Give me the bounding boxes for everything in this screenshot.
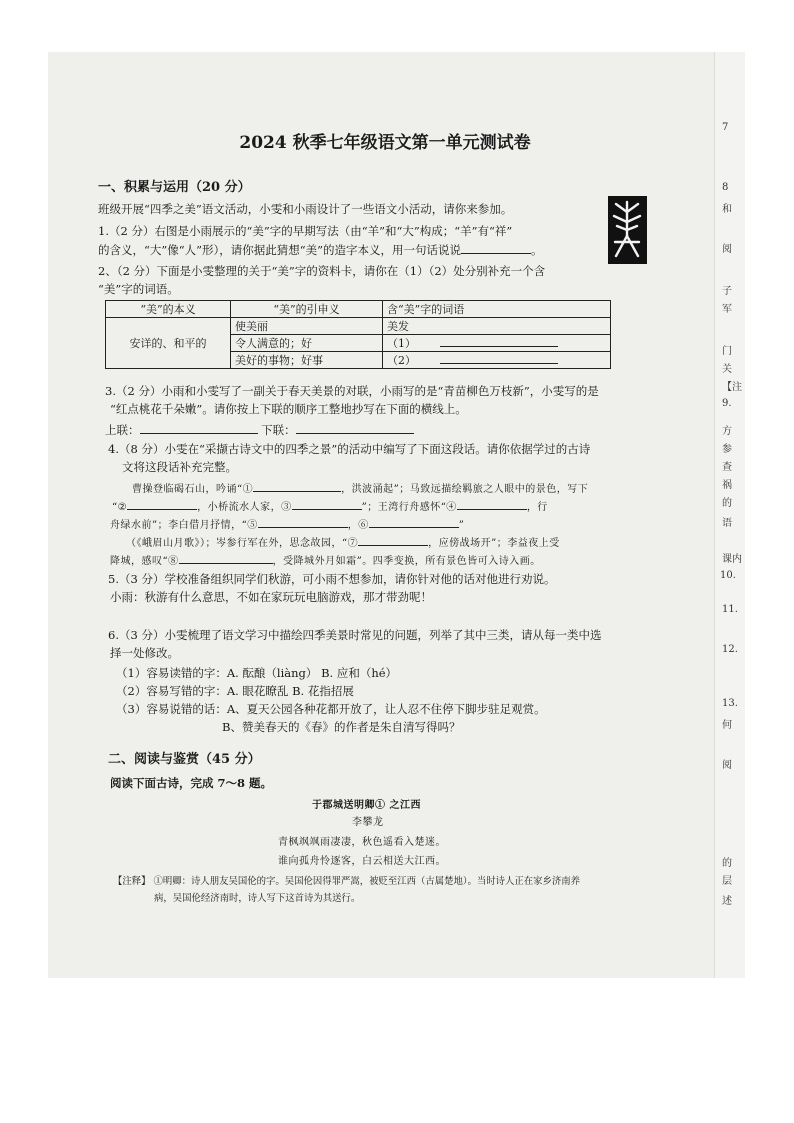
passage-text: ，洪波涌起”；马致远描绘羁旅之人眼中的景色，写下	[341, 484, 589, 495]
q6-option-3b: B、赞美春天的《春》的作者是朱自清写得吗？	[222, 720, 461, 734]
question-2-line-2: “美”字的词语。	[98, 282, 179, 296]
edge-text: 的	[722, 498, 732, 509]
extended-meaning-cell: 令人满意的；好	[231, 335, 383, 352]
question-4-line-2: 文将这段话补充完整。	[122, 460, 237, 474]
q4-passage-line-1	[132, 480, 588, 495]
fill-blank-5[interactable]	[258, 516, 348, 528]
edge-text: 11.	[722, 604, 738, 615]
edge-text: 祸	[722, 480, 732, 491]
fill-blank-8[interactable]	[179, 552, 273, 564]
extended-meaning-cell: 使美丽	[231, 318, 383, 335]
edge-text: 方	[722, 426, 732, 437]
poem-line-2: 谁向孤舟怜逐客，白云相送大江西。	[278, 856, 446, 867]
edge-text: 述	[722, 896, 732, 907]
passage-text: ，行	[526, 502, 548, 513]
edge-text: 【注	[722, 382, 742, 393]
edge-text: 查	[722, 462, 732, 473]
edge-text: 课内	[722, 554, 742, 565]
upper-couplet-blank[interactable]	[140, 422, 258, 434]
edge-text: 何	[722, 720, 732, 731]
mei-character-seal-image	[608, 196, 647, 264]
edge-text: 9.	[722, 398, 732, 409]
edge-text: 10.	[720, 570, 736, 581]
edge-text: 和	[722, 204, 732, 215]
passage-text: ，应傍战场开”；李益夜上受	[428, 538, 560, 549]
upper-couplet-label: 上联：	[105, 423, 140, 437]
q4-passage-line-5	[110, 552, 541, 567]
q6-option-1: （1）容易读错的字：A. 酝酿（liàng） B. 应和（hé）	[116, 666, 398, 680]
passage-text: （《峨眉山月歌》）；岑参行军在外，思念故园，“⑦	[126, 538, 359, 549]
passage-text: ，⑥	[347, 520, 369, 531]
fill-blank-4[interactable]	[457, 498, 527, 510]
edge-text: 的	[722, 858, 732, 869]
passage-text: ”；王湾行舟感怀“④	[361, 502, 457, 513]
mei-info-card-table	[105, 300, 611, 369]
poem-author: 李攀龙	[352, 817, 384, 828]
question-5-line-2: 小雨：秋游有什么意思，不如在家玩玩电脑游戏，那才带劲呢！	[110, 590, 432, 604]
passage-text: ”	[458, 520, 465, 531]
page-title: 2024 秋季七年级语文第一单元测试卷	[239, 133, 531, 153]
question-3-line-2: “红点桃花千朵嫩”。请你按上下联的顺序工整地抄写在下面的横线上。	[110, 402, 467, 416]
question-1-line-2: 的含义，“大”像“人”形），请你据此猜想“美”的造字本义，用一句话说说 。	[98, 243, 543, 257]
edge-text: 参	[722, 444, 732, 455]
edge-text: 门	[722, 346, 732, 357]
table-header-cell: 含“美”字的词语	[383, 301, 611, 318]
fill-blank-6[interactable]	[369, 516, 459, 528]
table-row	[106, 318, 611, 335]
passage-text: 降城，感叹“⑧	[110, 556, 179, 567]
passage-text: ，小桥流水人家，③	[197, 502, 292, 513]
q4-passage-line-3	[110, 516, 464, 531]
table-header-cell: “美”的引申义	[231, 301, 383, 318]
edge-text: 13.	[722, 698, 738, 709]
poem-note-line-1: 【注释】 ①明卿：诗人朋友吴国伦的字。吴国伦因得罪严嵩，被贬至江西（古属楚地）。当时诗人正在家乡济南养	[113, 876, 581, 887]
word-cell[interactable]	[383, 335, 611, 352]
edge-text: 层	[722, 876, 732, 887]
question-2-line-1: 2、（2 分）下面是小雯整理的关于“美”字的资料卡，请你在（1）（2）处分别补充一个含	[98, 264, 546, 278]
q6-option-2: （2）容易写错的字：A. 眼花瞭乱 B. 花指招展	[116, 684, 354, 698]
section-heading-1: 一、积累与运用（20 分）	[98, 180, 251, 195]
question-1-line-1: 1.（2 分）右图是小雨展示的“美”字的早期写法（由“羊”和“大”构成；“羊”有“祥”	[98, 224, 513, 238]
q4-passage-line-2	[112, 498, 548, 513]
poem-note-line-2: 病，吴国伦经济南时，诗人写下这首诗为其送行。	[154, 893, 361, 904]
q5-answer-area[interactable]	[110, 608, 690, 626]
edge-text: 12.	[722, 644, 738, 655]
fill-blank-2[interactable]	[127, 498, 197, 510]
edge-text: 子	[722, 286, 732, 297]
table-header-row	[106, 301, 611, 318]
table-header-cell: “美”的本义	[106, 301, 231, 318]
poem-line-1: 青枫飒飒雨凄凄，秋色遥看入楚迷。	[278, 837, 446, 848]
q4-passage-line-4	[126, 534, 560, 549]
question-5-line-1: 5.（3 分）学校准备组织同学们秋游，可小雨不想参加，请你针对他的话对他进行劝说。	[108, 572, 556, 586]
blank-label: （1）	[387, 337, 416, 350]
question-4-line-1: 4.（8 分）小雯在“采撷古诗文中的四季之景”的活动中编写了下面这段话。请你依据学过的古诗	[108, 442, 591, 456]
word-cell: 美发	[383, 318, 611, 335]
edge-text: 关	[722, 364, 732, 375]
question-text: 的含义，“大”像“人”形），请你据此猜想“美”的造字本义，用一句话说说	[98, 243, 462, 257]
edge-text: 军	[722, 304, 732, 315]
q6-option-3a: （3）容易说错的话：A、夏天公园各种花都开放了，让人忍不住停下脚步驻足观赏。	[116, 702, 546, 716]
question-6-line-1: 6.（3 分）小雯梳理了语文学习中描绘四季美景时常见的问题，列举了其中三类，请从每一类中选	[108, 628, 602, 642]
answer-blank[interactable]	[440, 335, 558, 347]
poem-title: 于郡城送明卿① 之江西	[312, 800, 421, 811]
fill-blank-7[interactable]	[358, 534, 428, 546]
section-intro: 班级开展“四季之美”语文活动，小雯和小雨设计了一些语文小活动，请你来参加。	[98, 202, 513, 216]
question-6-line-2: 择一处修改。	[110, 646, 179, 660]
fill-blank-3[interactable]	[292, 498, 362, 510]
couplet-answer-line	[105, 422, 414, 438]
blank-label: （2）	[387, 354, 416, 367]
reading-instruction: 阅读下面古诗，完成 7～8 题。	[110, 776, 273, 790]
word-cell[interactable]	[383, 352, 611, 369]
section-heading-2: 二、阅读与鉴赏（45 分）	[108, 752, 261, 767]
passage-text: ，受降城外月如霜”。四季变换，所有景色皆可入诗入画。	[272, 556, 541, 567]
lower-couplet-blank[interactable]	[296, 422, 414, 434]
edge-text: 阅	[722, 244, 732, 255]
edge-text: 语	[722, 518, 732, 529]
answer-blank[interactable]	[440, 352, 558, 364]
passage-text: 舟绿水前”；李白借月抒情，“⑤	[110, 520, 258, 531]
fill-blank-1[interactable]	[253, 480, 341, 492]
extended-meaning-cell: 美好的事物；好事	[231, 352, 383, 369]
edge-text: 阅	[722, 760, 732, 771]
edge-text: 8	[722, 182, 729, 193]
passage-text: “②	[112, 502, 128, 513]
passage-text: 曹操登临碣石山，吟诵“①	[132, 484, 254, 495]
edge-text: 7	[722, 122, 729, 133]
answer-blank[interactable]	[461, 242, 531, 254]
lower-couplet-label: 下联：	[261, 423, 296, 437]
original-meaning-cell: 安详的、和平的	[106, 318, 231, 369]
question-3-line-1: 3.（2 分）小雨和小雯写了一副关于春天美景的对联，小雨写的是“青苗柳色万枝新”，小雯写的是	[105, 384, 599, 398]
